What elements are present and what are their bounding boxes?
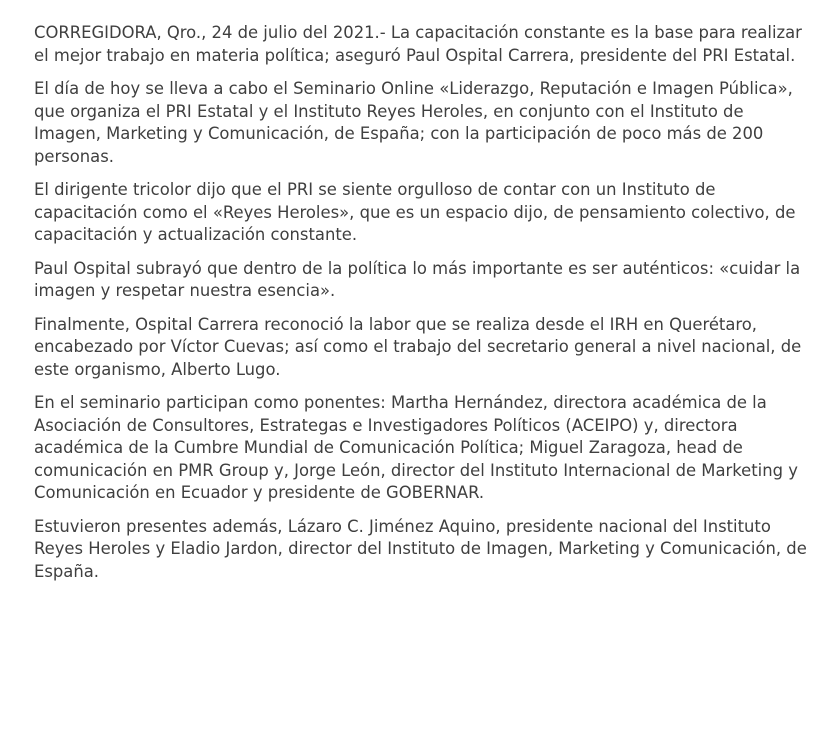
article-paragraph: Paul Ospital subrayó que dentro de la política lo más importante es ser auténticos: «cuidar la imagen y respetar nuestra esencia». bbox=[34, 258, 801, 300]
article-paragraph: Finalmente, Ospital Carrera reconoció la labor que se realiza desde el IRH en Querétaro, encabezado por Víctor Cuevas; así como el trabajo del secretario general a nivel nacional, de este organismo, Alberto Lugo. bbox=[34, 314, 802, 379]
article-paragraph: CORREGIDORA, Qro., 24 de julio del 2021.- La capacitación constante es la base para realizar el mejor trabajo en materia política; aseguró Paul Ospital Carrera, presidente del PRI Estatal. bbox=[34, 23, 802, 65]
article-paragraph: En el seminario participan como ponentes: Martha Hernández, directora académica de la Asociación de Consultores, Estrategas e Investigadores Políticos (ACEIPO) y, directora académica de la Cumbre Mundial de Comunicación Política; Miguel Zaragoza, head de comunicación en PMR Group y, Jorge León, director del Instituto Internacional de Marketing y Comunicación en Ecuador y presidente de GOBERNAR. bbox=[34, 393, 798, 502]
article-paragraph: El día de hoy se lleva a cabo el Seminario Online «Liderazgo, Reputación e Imagen Pública», que organiza el PRI Estatal y el Instituto Reyes Heroles, en conjunto con el Instituto de Imagen, Marketing y Comunicación, de España; con la participación de poco más de 200 personas. bbox=[34, 79, 793, 166]
article-paragraph: El dirigente tricolor dijo que el PRI se siente orgulloso de contar con un Instituto de capacitación como el «Reyes Heroles», que es un espacio dijo, de pensamiento colectivo, de capacitación y actualización constante. bbox=[34, 180, 796, 244]
article-paragraph: Estuvieron presentes además, Lázaro C. Jiménez Aquino, presidente nacional del Instituto Reyes Heroles y Eladio Jardon, director del Instituto de Imagen, Marketing y Comunicación, de España. bbox=[34, 516, 807, 581]
